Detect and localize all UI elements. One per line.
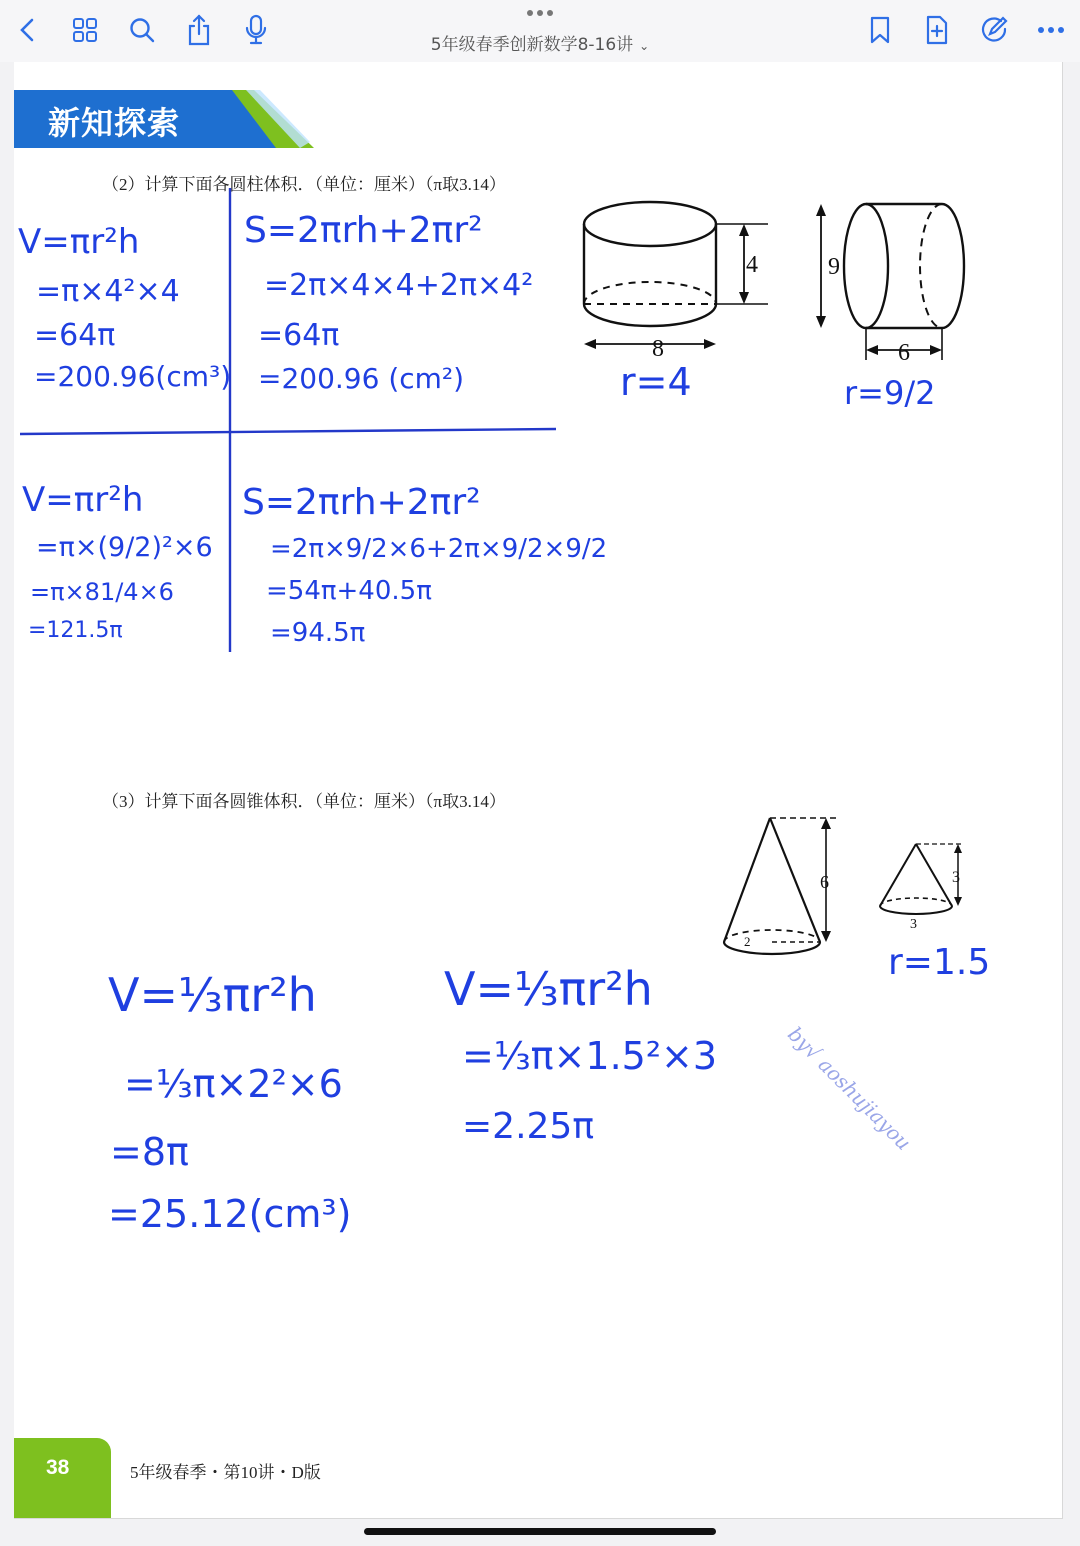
top-toolbar bbox=[0, 0, 1080, 62]
hw-line: =π×4²×4 bbox=[36, 274, 180, 309]
cone-1-diagram bbox=[714, 810, 854, 960]
home-indicator[interactable] bbox=[364, 1528, 716, 1535]
cylinder-1-height-label: 4 bbox=[746, 252, 758, 278]
window-grabber-icon[interactable] bbox=[522, 8, 558, 18]
cylinder-2-diagram bbox=[802, 192, 982, 372]
chevron-down-icon: ⌄ bbox=[639, 39, 650, 53]
cylinder-1-diagram bbox=[574, 192, 794, 372]
hw-line: =2π×4×4+2π×4² bbox=[264, 268, 534, 303]
cone-2-radius-note: r=1.5 bbox=[888, 942, 991, 983]
hw-line: =⅓π×2²×6 bbox=[124, 1062, 343, 1106]
section-banner-title: 新知探索 bbox=[48, 104, 181, 142]
hw-line: =⅓π×1.5²×3 bbox=[462, 1034, 718, 1078]
footer-text: 5年级春季・第10讲・D版 bbox=[130, 1463, 321, 1482]
hw-line: =64π bbox=[258, 318, 340, 353]
page-number: 38 bbox=[46, 1456, 70, 1479]
hw-line: =94.5π bbox=[270, 618, 366, 648]
hw-line: S=2πrh+2πr² bbox=[244, 210, 483, 251]
hw-line: =64π bbox=[34, 318, 116, 353]
hw-line: =121.5π bbox=[28, 618, 123, 643]
hw-line: =2.25π bbox=[462, 1106, 594, 1147]
document-title-text: 5年级春季创新数学8-16讲 bbox=[430, 35, 634, 55]
hw-line: =π×(9/2)²×6 bbox=[36, 532, 213, 563]
cone-2-diameter-label: 3 bbox=[910, 917, 917, 932]
document-title[interactable] bbox=[0, 30, 1080, 55]
question-2-prompt: （2）计算下面各圆柱体积．（单位：厘米）（π取3.14） bbox=[102, 175, 506, 194]
watermark: by√ aoshujiayou bbox=[783, 1022, 916, 1155]
cylinder-2-height-label: 9 bbox=[828, 254, 840, 280]
hw-line: V=⅓πr²h bbox=[108, 968, 317, 1022]
cone-2-diagram bbox=[870, 838, 970, 934]
hw-line: =2π×9/2×6+2π×9/2×9/2 bbox=[270, 534, 608, 564]
cone-1-height-label: 6 bbox=[820, 872, 829, 892]
hw-line: V=⅓πr²h bbox=[444, 962, 653, 1016]
add-page-icon[interactable] bbox=[919, 12, 955, 48]
question-3-prompt: （3）计算下面各圆锥体积．（单位：厘米）（π取3.14） bbox=[102, 792, 506, 811]
hw-line: V=πr²h bbox=[22, 480, 144, 520]
hw-line: S=2πrh+2πr² bbox=[242, 482, 481, 523]
hw-line: =200.96 (cm²) bbox=[258, 362, 465, 395]
cone-2-height-label: 3 bbox=[952, 869, 960, 886]
hw-line: =200.96(cm³) bbox=[34, 360, 232, 393]
document-page[interactable] bbox=[14, 62, 1063, 1519]
cylinder-1-radius-note: r=4 bbox=[620, 360, 692, 404]
bookmark-icon[interactable] bbox=[862, 12, 898, 48]
markup-icon[interactable] bbox=[976, 12, 1012, 48]
hw-line: =54π+40.5π bbox=[266, 576, 432, 606]
cylinder-2-radius-note: r=9/2 bbox=[844, 374, 936, 412]
hw-line: =π×81/4×6 bbox=[30, 578, 174, 606]
hw-line: =25.12(cm³) bbox=[108, 1192, 352, 1236]
more-icon[interactable] bbox=[1033, 12, 1069, 48]
cylinder-2-length-label: 6 bbox=[898, 340, 910, 366]
cylinder-1-diameter-label: 8 bbox=[652, 336, 664, 362]
hw-line: V=πr²h bbox=[18, 222, 140, 262]
cone-1-radius-label: 2 bbox=[744, 934, 751, 949]
hw-line: =8π bbox=[110, 1130, 189, 1174]
